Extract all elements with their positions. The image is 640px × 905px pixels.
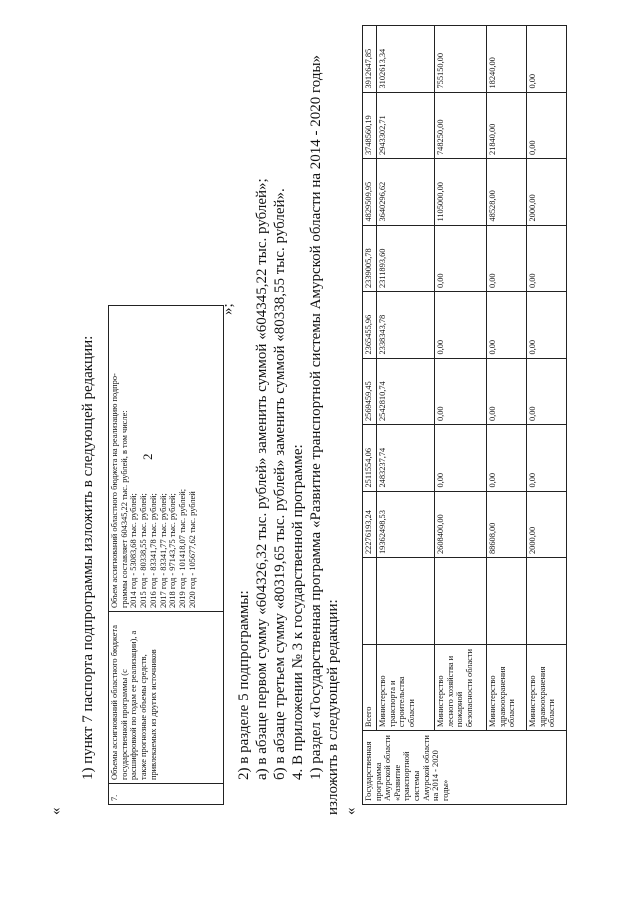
value-cell: 21840,00 xyxy=(487,92,527,159)
passport-value-line: 2014 год - 53083,68 тыс. рублей; xyxy=(129,493,139,608)
text-line-6: изложить в следующей редакции: xyxy=(325,599,341,815)
passport-row xyxy=(109,306,224,805)
passport-value-line: Объем ассигнований областного бюджета на реализацию подпро- xyxy=(110,373,119,608)
page-number: 2 xyxy=(140,453,155,460)
value-cell: 2000,00 xyxy=(527,159,567,226)
value-cell: 3640296,62 xyxy=(377,159,435,226)
program-label: Государственная программа xyxy=(364,741,383,801)
value-cell: 3912647,85 xyxy=(363,26,377,93)
value-cell: 0,00 xyxy=(527,26,567,93)
empty-cell xyxy=(363,558,377,645)
value-cell: 48528,00 xyxy=(487,159,527,226)
table-row xyxy=(527,26,567,805)
value-cell: 0,00 xyxy=(527,292,567,359)
program-name: Амурской области «Развитие транспортной системы Амурской области на 2014 - 2020 годы» xyxy=(383,735,450,801)
passport-value-line: 2019 год - 101418,07 тыс. рублей; xyxy=(177,488,187,608)
text-line-3: б) в абзаце третьем сумму «80319,65 тыс. рублей» заменить суммой «80338,55 тыс. рублей». xyxy=(272,188,288,780)
value-cell: 2483237,74 xyxy=(377,425,435,492)
program-finance-table xyxy=(362,25,567,805)
value-cell: 2000,00 xyxy=(527,491,567,558)
value-cell: 3748560,19 xyxy=(363,92,377,159)
empty-cell xyxy=(435,558,487,645)
passport-label: Объемы ассигнований областного бюджета государственной программы (с расшифровкой по годам ее реализации), а также прогнозные объемы средств, привлекаемых из других источников xyxy=(109,612,224,784)
row-label: Министерство транспорта и строительства области xyxy=(377,644,435,731)
value-cell: 0,00 xyxy=(435,358,487,425)
row-label: Министерство здравоохранения области xyxy=(487,644,527,731)
value-cell: 755150,00 xyxy=(435,26,487,93)
value-cell: 2943302,71 xyxy=(377,92,435,159)
value-cell: 3102613,34 xyxy=(377,26,435,93)
quote-open-2: « xyxy=(343,807,359,815)
item1-heading: 1) пункт 7 паспорта подпрограммы изложить в следующей редакции: xyxy=(80,335,96,780)
value-cell: 2511554,06 xyxy=(363,425,377,492)
passport-value-line: 2015 год - 80338,55 тыс. рублей; xyxy=(139,493,149,608)
value-cell: 2338343,78 xyxy=(377,292,435,359)
table-row xyxy=(435,26,487,805)
text-line-1: 2) в разделе 5 подпрограммы: xyxy=(236,590,252,780)
value-cell: 0,00 xyxy=(487,358,527,425)
value-cell: 748250,00 xyxy=(435,92,487,159)
table-row xyxy=(487,26,527,805)
value-cell: 22276193,24 xyxy=(363,491,377,558)
empty-cell xyxy=(377,558,435,645)
value-cell: 0,00 xyxy=(527,225,567,292)
passport-value xyxy=(109,306,224,612)
value-cell: 0,00 xyxy=(435,425,487,492)
passport-value-line: граммы составляет 604345,22 тыс. рублей, в том числе: xyxy=(119,410,129,608)
passport-item-number: 7. xyxy=(109,784,224,805)
value-cell: 0,00 xyxy=(435,225,487,292)
row-label: Всего xyxy=(363,644,377,731)
value-cell: 2608400,00 xyxy=(435,491,487,558)
table-row-total xyxy=(363,26,377,805)
text-line-2: а) в абзаце первом сумму «604326,32 тыс. рублей» заменить суммой «604345,22 тыс. рублей»; xyxy=(254,178,270,780)
value-cell: 88608,00 xyxy=(487,491,527,558)
row-label: Министерство здравоохранения области xyxy=(527,644,567,731)
passport-value-line: 2016 год - 83341,78 тыс. рублей; xyxy=(148,493,158,608)
program-cell xyxy=(363,731,567,805)
text-line-4: 4. В приложении № 3 к государственной программе: xyxy=(290,444,306,780)
empty-cell xyxy=(527,558,567,645)
text-line-5: 1) раздел «Государственная программа «Развитие транспортной системы Амурской области на 2014 - 2020 годы» xyxy=(308,54,324,780)
value-cell: 18240,00 xyxy=(487,26,527,93)
value-cell: 2569459,45 xyxy=(363,358,377,425)
value-cell: 1105000,00 xyxy=(435,159,487,226)
value-cell: 2311893,60 xyxy=(377,225,435,292)
empty-cell xyxy=(487,558,527,645)
value-cell: 0,00 xyxy=(527,92,567,159)
quote-open-1: « xyxy=(48,807,64,815)
value-cell: 0,00 xyxy=(527,425,567,492)
value-cell: 2365455,96 xyxy=(363,292,377,359)
value-cell: 2542810,74 xyxy=(377,358,435,425)
value-cell: 0,00 xyxy=(487,225,527,292)
value-cell: 19362498,53 xyxy=(377,491,435,558)
value-cell: 0,00 xyxy=(487,425,527,492)
value-cell: 0,00 xyxy=(527,358,567,425)
table-row xyxy=(377,26,435,805)
value-cell: 0,00 xyxy=(435,292,487,359)
value-cell: 0,00 xyxy=(487,292,527,359)
passport-value-line: 2017 год - 83341,77 тыс. рублей; xyxy=(158,493,168,608)
passport-table xyxy=(108,305,224,805)
value-cell: 4829509,95 xyxy=(363,159,377,226)
passport-close: »; xyxy=(220,303,236,315)
passport-value-line: 2018 год - 97143,75 тыс. рублей; xyxy=(168,493,178,608)
row-label: Министерство лесного хозяйства и пожарной безопасности области xyxy=(435,644,487,731)
passport-value-line: 2020 год - 105677,62 тыс. рублей xyxy=(187,491,197,608)
value-cell: 2339005,78 xyxy=(363,225,377,292)
